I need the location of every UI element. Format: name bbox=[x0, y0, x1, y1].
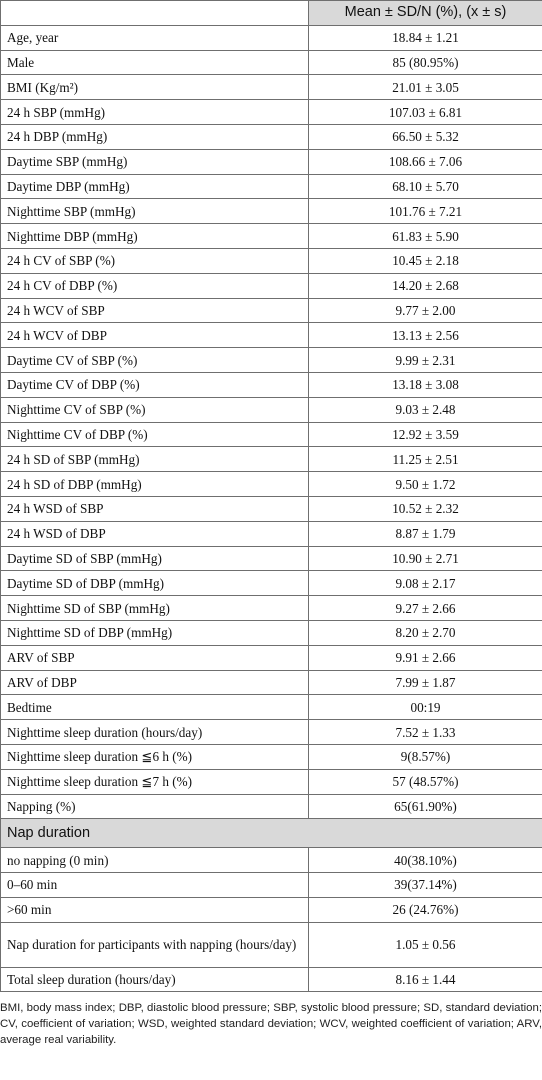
row-label: Daytime SD of DBP (mmHg) bbox=[1, 571, 309, 596]
table-row bbox=[1, 174, 542, 199]
row-value: 7.99 ± 1.87 bbox=[309, 670, 542, 695]
row-label: 24 h WSD of SBP bbox=[1, 496, 309, 521]
row-value: 9.08 ± 2.17 bbox=[309, 571, 542, 596]
row-label: Total sleep duration (hours/day) bbox=[1, 967, 309, 992]
row-label: Nighttime CV of DBP (%) bbox=[1, 422, 309, 447]
row-value: 11.25 ± 2.51 bbox=[309, 447, 542, 472]
row-label: 24 h DBP (mmHg) bbox=[1, 124, 309, 149]
row-label: Nighttime CV of SBP (%) bbox=[1, 397, 309, 422]
row-value: 9.03 ± 2.48 bbox=[309, 397, 542, 422]
row-label: Nap duration for participants with napping (hours/day) bbox=[1, 922, 309, 967]
row-label: Daytime SBP (mmHg) bbox=[1, 149, 309, 174]
header-cell-variable bbox=[1, 1, 309, 26]
row-label: 24 h WCV of SBP bbox=[1, 298, 309, 323]
row-label: ARV of SBP bbox=[1, 645, 309, 670]
table-row bbox=[1, 695, 542, 720]
row-value: 13.13 ± 2.56 bbox=[309, 323, 542, 348]
row-label: Napping (%) bbox=[1, 794, 309, 819]
row-label: Daytime CV of SBP (%) bbox=[1, 348, 309, 373]
row-value: 7.52 ± 1.33 bbox=[309, 720, 542, 745]
table-row bbox=[1, 447, 542, 472]
row-value: 12.92 ± 3.59 bbox=[309, 422, 542, 447]
table-body-main bbox=[1, 25, 542, 819]
row-label: 24 h SD of DBP (mmHg) bbox=[1, 472, 309, 497]
row-label: Nighttime DBP (mmHg) bbox=[1, 224, 309, 249]
row-value: 14.20 ± 2.68 bbox=[309, 273, 542, 298]
table-body-tail bbox=[1, 922, 542, 992]
group-label: Nap duration bbox=[1, 819, 542, 848]
table-row bbox=[1, 794, 542, 819]
row-value: 10.90 ± 2.71 bbox=[309, 546, 542, 571]
row-value: 00:19 bbox=[309, 695, 542, 720]
table-row bbox=[1, 323, 542, 348]
row-value: 21.01 ± 3.05 bbox=[309, 75, 542, 100]
table-row bbox=[1, 100, 542, 125]
row-label: ARV of DBP bbox=[1, 670, 309, 695]
row-label: 24 h CV of DBP (%) bbox=[1, 273, 309, 298]
row-value: 9(8.57%) bbox=[309, 744, 542, 769]
table-row bbox=[1, 25, 542, 50]
row-label: 0–60 min bbox=[1, 873, 309, 898]
row-label: 24 h SBP (mmHg) bbox=[1, 100, 309, 125]
row-value: 85 (80.95%) bbox=[309, 50, 542, 75]
row-value: 101.76 ± 7.21 bbox=[309, 199, 542, 224]
row-label: 24 h WSD of DBP bbox=[1, 521, 309, 546]
table-row bbox=[1, 848, 542, 873]
row-value: 26 (24.76%) bbox=[309, 897, 542, 922]
table-row bbox=[1, 496, 542, 521]
row-label: >60 min bbox=[1, 897, 309, 922]
row-value: 107.03 ± 6.81 bbox=[309, 100, 542, 125]
table-row bbox=[1, 873, 542, 898]
table-row bbox=[1, 620, 542, 645]
row-label: Daytime SD of SBP (mmHg) bbox=[1, 546, 309, 571]
table-header-row bbox=[1, 1, 542, 26]
row-value: 68.10 ± 5.70 bbox=[309, 174, 542, 199]
table-row bbox=[1, 670, 542, 695]
row-value: 40(38.10%) bbox=[309, 848, 542, 873]
row-value: 9.99 ± 2.31 bbox=[309, 348, 542, 373]
table-row bbox=[1, 248, 542, 273]
row-value: 9.50 ± 1.72 bbox=[309, 472, 542, 497]
table-row bbox=[1, 769, 542, 794]
table-row bbox=[1, 348, 542, 373]
row-value: 9.27 ± 2.66 bbox=[309, 596, 542, 621]
row-label: Nighttime sleep duration ≦6 h (%) bbox=[1, 744, 309, 769]
row-label: Bedtime bbox=[1, 695, 309, 720]
row-label: Nighttime SD of DBP (mmHg) bbox=[1, 620, 309, 645]
row-value: 57 (48.57%) bbox=[309, 769, 542, 794]
table-row bbox=[1, 298, 542, 323]
table-row bbox=[1, 75, 542, 100]
row-label: Nighttime sleep duration ≦7 h (%) bbox=[1, 769, 309, 794]
row-label: BMI (Kg/m²) bbox=[1, 75, 309, 100]
table-row bbox=[1, 422, 542, 447]
row-label: 24 h SD of SBP (mmHg) bbox=[1, 447, 309, 472]
row-value: 9.91 ± 2.66 bbox=[309, 645, 542, 670]
table-row bbox=[1, 273, 542, 298]
row-value: 8.16 ± 1.44 bbox=[309, 967, 542, 992]
row-value: 10.45 ± 2.18 bbox=[309, 248, 542, 273]
row-value: 8.87 ± 1.79 bbox=[309, 521, 542, 546]
table-row bbox=[1, 720, 542, 745]
table-row bbox=[1, 922, 542, 967]
table-row bbox=[1, 897, 542, 922]
row-label: 24 h CV of SBP (%) bbox=[1, 248, 309, 273]
row-value: 1.05 ± 0.56 bbox=[309, 922, 542, 967]
row-value: 8.20 ± 2.70 bbox=[309, 620, 542, 645]
table-body-group bbox=[1, 819, 542, 848]
table-row bbox=[1, 571, 542, 596]
row-value: 66.50 ± 5.32 bbox=[309, 124, 542, 149]
row-value: 65(61.90%) bbox=[309, 794, 542, 819]
table-row bbox=[1, 224, 542, 249]
row-value: 9.77 ± 2.00 bbox=[309, 298, 542, 323]
table-footnote: BMI, body mass index; DBP, diastolic blood pressure; SBP, systolic blood pressure; SD, standard deviation; CV, coefficient of variation; WSD, weighted standard deviation; WCV, weighted coefficient of variation; ARV, average real variability. bbox=[0, 1002, 542, 1047]
table-row bbox=[1, 645, 542, 670]
table-row bbox=[1, 521, 542, 546]
row-label: Daytime CV of DBP (%) bbox=[1, 372, 309, 397]
table-row bbox=[1, 50, 542, 75]
row-label: Daytime DBP (mmHg) bbox=[1, 174, 309, 199]
table-row bbox=[1, 124, 542, 149]
row-value: 10.52 ± 2.32 bbox=[309, 496, 542, 521]
row-label: no napping (0 min) bbox=[1, 848, 309, 873]
row-label: Male bbox=[1, 50, 309, 75]
table-row bbox=[1, 472, 542, 497]
row-label: Age, year bbox=[1, 25, 309, 50]
row-label: 24 h WCV of DBP bbox=[1, 323, 309, 348]
table-row bbox=[1, 744, 542, 769]
row-value: 39(37.14%) bbox=[309, 873, 542, 898]
table-row bbox=[1, 967, 542, 992]
table-row bbox=[1, 149, 542, 174]
table-row bbox=[1, 546, 542, 571]
row-value: 108.66 ± 7.06 bbox=[309, 149, 542, 174]
table-row bbox=[1, 596, 542, 621]
row-label: Nighttime SBP (mmHg) bbox=[1, 199, 309, 224]
row-label: Nighttime sleep duration (hours/day) bbox=[1, 720, 309, 745]
table-body-nap bbox=[1, 848, 542, 922]
table-row bbox=[1, 199, 542, 224]
row-label: Nighttime SD of SBP (mmHg) bbox=[1, 596, 309, 621]
table-row bbox=[1, 397, 542, 422]
group-header-row bbox=[1, 819, 542, 848]
row-value: 61.83 ± 5.90 bbox=[309, 224, 542, 249]
table-row bbox=[1, 372, 542, 397]
row-value: 13.18 ± 3.08 bbox=[309, 372, 542, 397]
row-value: 18.84 ± 1.21 bbox=[309, 25, 542, 50]
header-cell-mean-sd: Mean ± SD/N (%), (x ± s) bbox=[309, 1, 542, 26]
